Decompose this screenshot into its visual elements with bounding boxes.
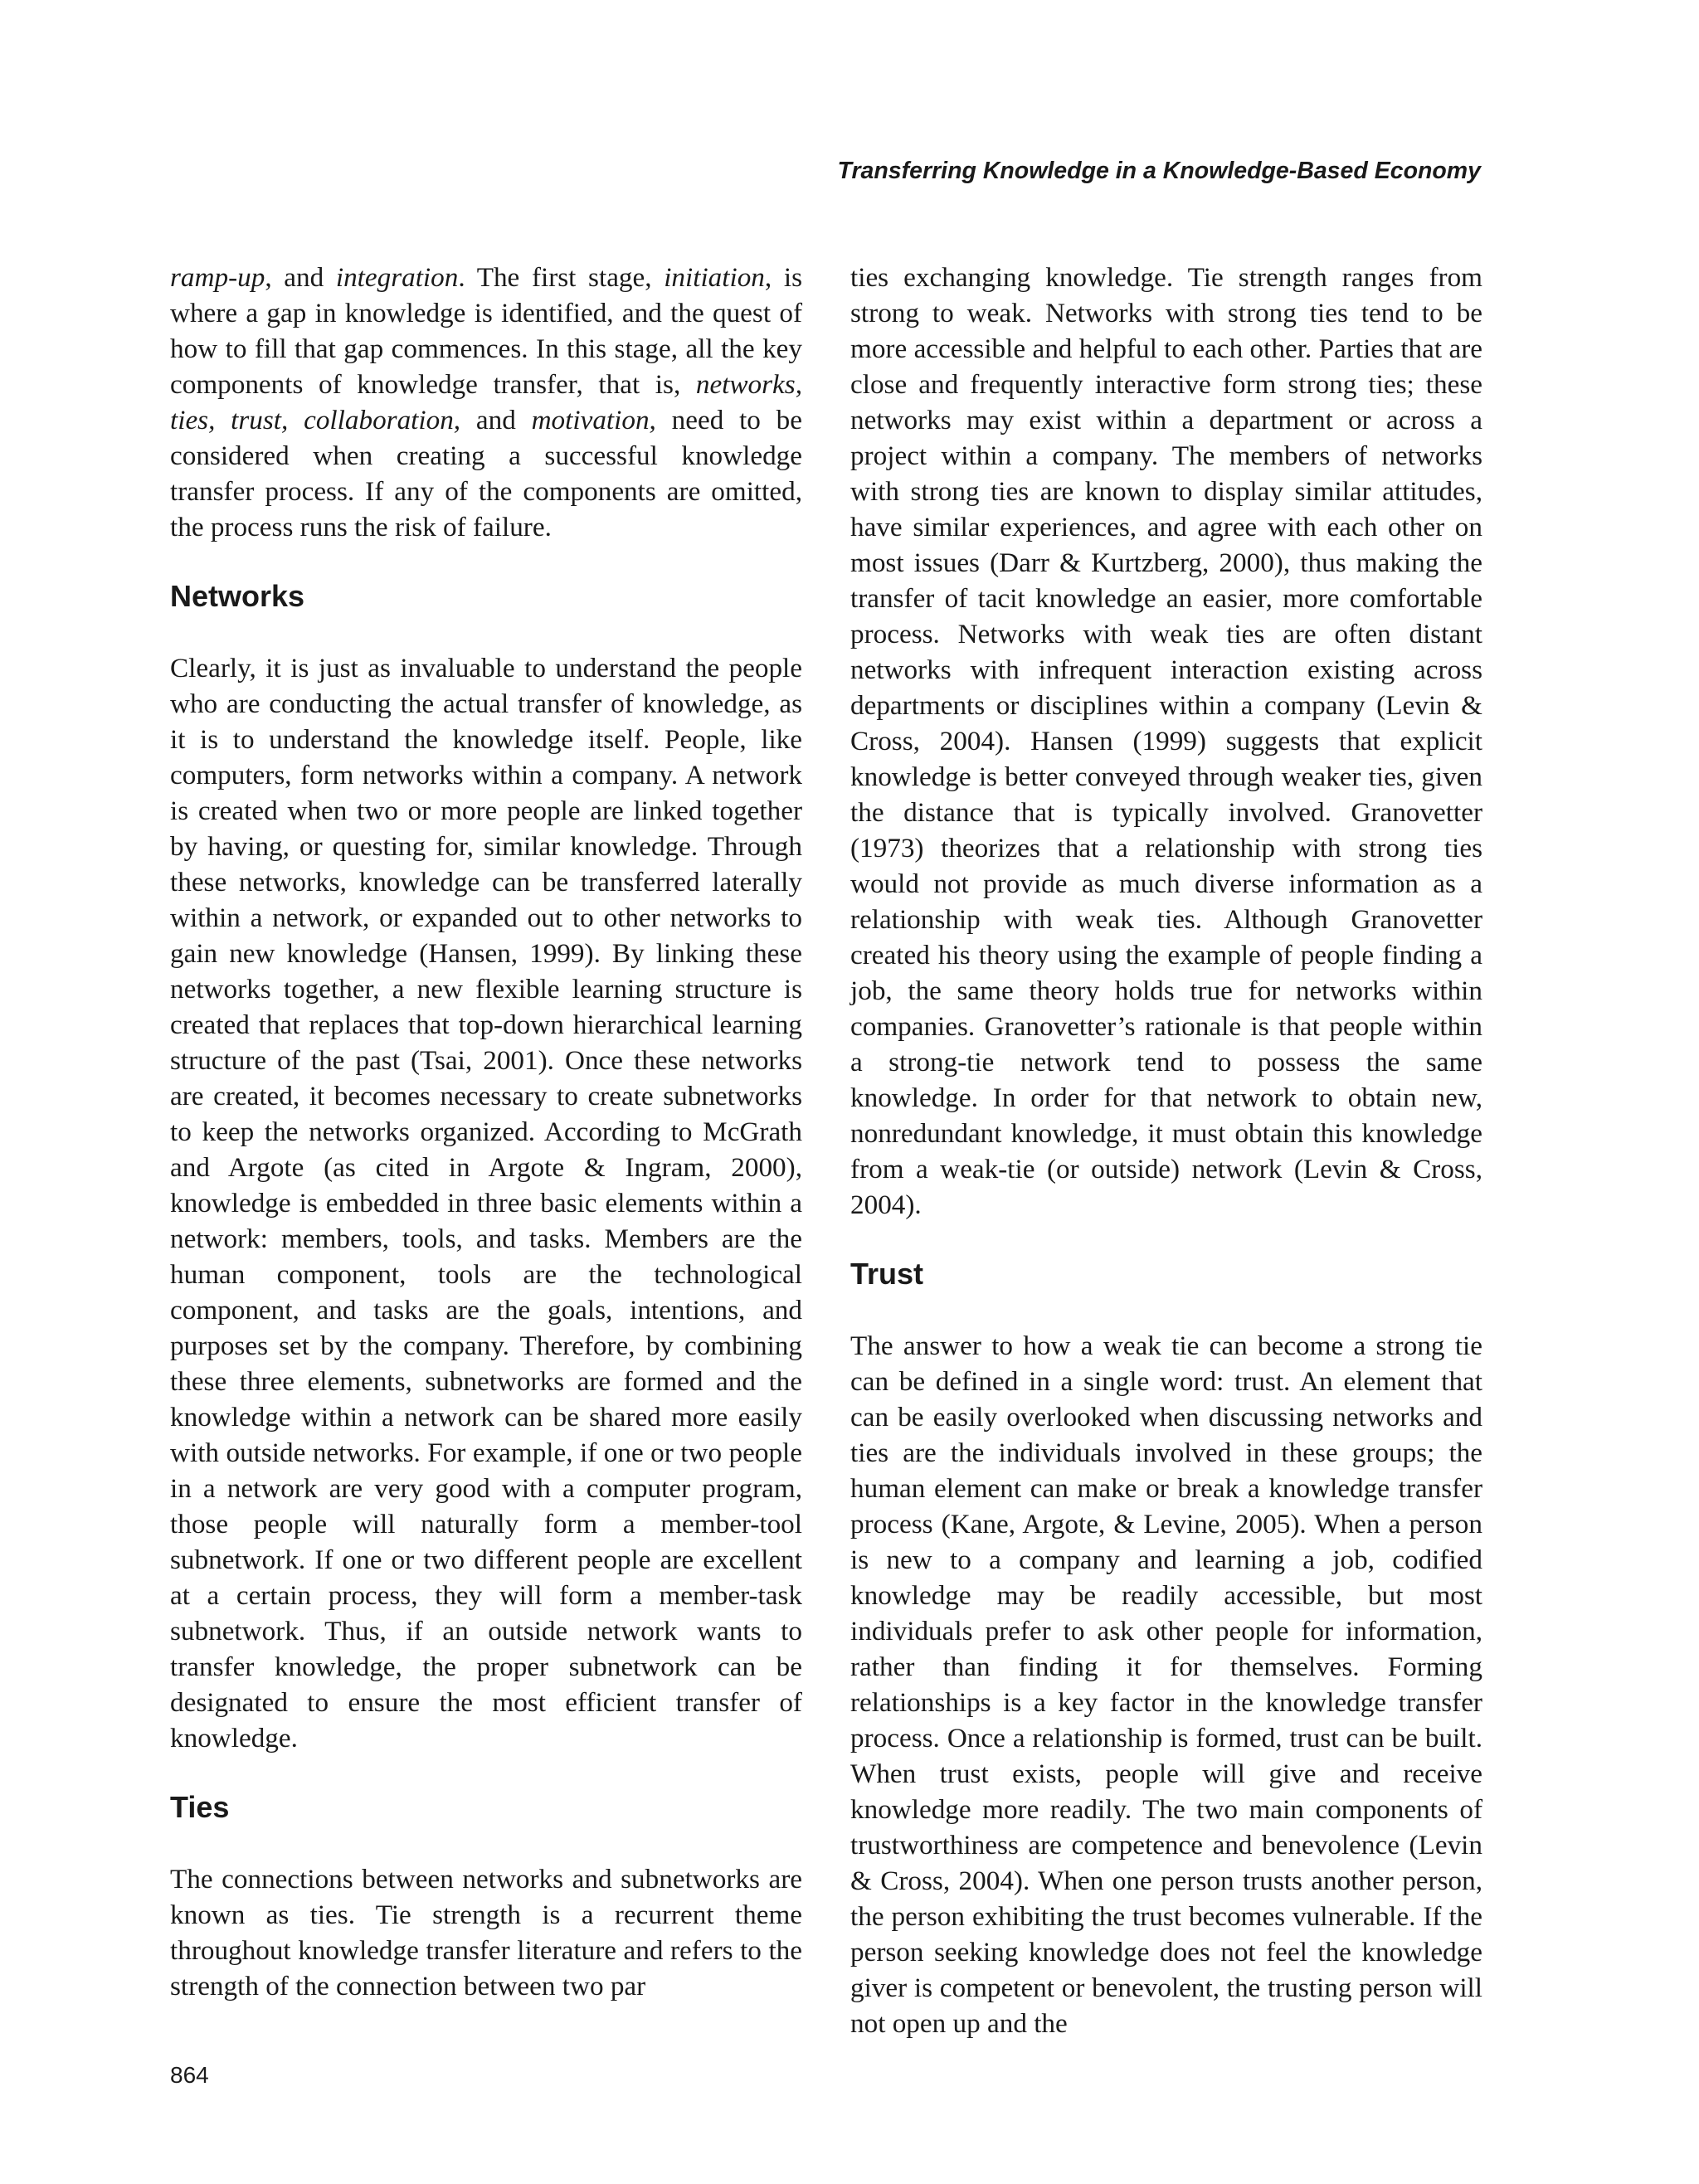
networks-paragraph: Clearly, it is just as invaluable to understand the people who are conducting the actual transfer of knowledge, as it is to understand the knowledge itself. People, like computers, form networks within a company. A network is created when two or more people are linked together by having, or questing for, similar knowledge. Through these networks, knowledge can be transferred laterally within a network, or expanded out to other networks to gain new knowledge (Hansen, 1999). By linking these networks together, a new flexible learning structure is created that replaces that top-down hierarchical learning structure of the past (Tsai, 2001). Once these networks are created, it becomes necessary to create subnetworks to keep the networks organized. According to McGrath and Argote (as cited in Argote & Ingram, 2000), knowledge is embedded in three basic elements within a network: members, tools, and tasks. Members are the human component, tools are the technological component, and tasks are the goals, intentions, and purposes set by the company. Therefore, by combining these three elements, subnetworks are formed and the knowledge within a network can be shared more easily with outside networks. For example, if one or two people in a network are very good with a computer program, those people will naturally form a member-tool subnetwork. If one or two different people are excellent at a certain process, they will form a member-task subnetwork. Thus, if an outside network wants to transfer knowledge, the proper subnetwork can be designated to ensure the most efficient transfer of knowledge. [170, 653, 802, 1754]
term-initiation: initiation [664, 262, 765, 293]
term-components-list: networks, ties, trust, collaboration, [170, 369, 802, 435]
intro-text-2: . The first stage, [458, 262, 665, 293]
intro-paragraph [170, 260, 802, 545]
trust-heading: Trust [850, 1257, 924, 1291]
term-ramp-up: ramp-up [170, 262, 265, 293]
intro-text-4: and [460, 405, 532, 435]
term-integration: integration [335, 262, 459, 293]
right-column [850, 260, 1482, 2041]
term-motivation: motivation, [531, 405, 656, 435]
running-header: Transferring Knowledge in a Knowledge-Based Economy [837, 158, 1481, 184]
page-number: 864 [170, 2062, 209, 2088]
intro-text-5: need to be considered when creating a successful knowledge transfer process. If any of the components are omitted, the process runs the risk of failure. [170, 405, 802, 542]
trust-paragraph: The answer to how a weak tie can become a strong tie can be defined in a single word: trust. An element that can be easily overlooked when discussing networks and ties are the individuals involved in these groups; the human element can make or break a knowledge transfer process (Kane, Argote, & Levine, 2005). When a person is new to a company and learning a job, codified knowledge may be readily accessible, but most individuals prefer to ask other people for information, rather than finding it for themselves. Forming relationships is a key factor in the knowledge transfer process. Once a relationship is formed, trust can be built. When trust exists, people will give and receive knowledge more readily. The two main components of trustworthiness are competence and benevolence (Levin & Cross, 2004). When one person trusts another person, the person exhibiting the trust becomes vulnerable. If the person seeking knowledge does not feel the knowledge giver is competent or benevolent, the trusting person will not open up and the [850, 1330, 1482, 2039]
left-column [170, 260, 802, 2004]
ties-paragraph: The connections between networks and subnetworks are known as ties. Tie strength is a recurrent theme throughout knowledge transfer literature and refers to the strength of the connection between two par [170, 1864, 802, 2002]
networks-heading: Networks [170, 579, 305, 613]
intro-text-3: , is where a gap in knowledge is identified, and the quest of how to fill that gap commences. In this stage, all the key components of knowledge transfer, that is, [170, 262, 802, 400]
intro-text-1: , and [265, 262, 336, 293]
ties-heading: Ties [170, 1790, 230, 1824]
ties-continued-paragraph: ties exchanging knowledge. Tie strength ranges from strong to weak. Networks with strong ties tend to be more accessible and helpful to each other. Parties that are close and frequently interactive form strong ties; these networks may exist within a department or across a project within a company. The members of networks with strong ties are known to display similar attitudes, have similar experiences, and agree with each other on most issues (Darr & Kurtzberg, 2000), thus making the transfer of tacit knowledge an easier, more comfortable process. Networks with weak ties are often distant networks with infrequent interaction existing across departments or disciplines within a company (Levin & Cross, 2004). Hansen (1999) suggests that explicit knowledge is better conveyed through weaker ties, given the distance that is typically involved. Granovetter (1973) theorizes that a relationship with strong ties would not provide as much diverse information as a relationship with weak ties. Although Granovetter created his theory using the example of people finding a job, the same theory holds true for networks within companies. Granovetter’s rationale is that people within a strong-tie network tend to possess the same knowledge. In order for that network to obtain new, nonredundant knowledge, it must obtain this knowledge from a weak-tie (or outside) network (Levin & Cross, 2004). [850, 262, 1482, 1220]
